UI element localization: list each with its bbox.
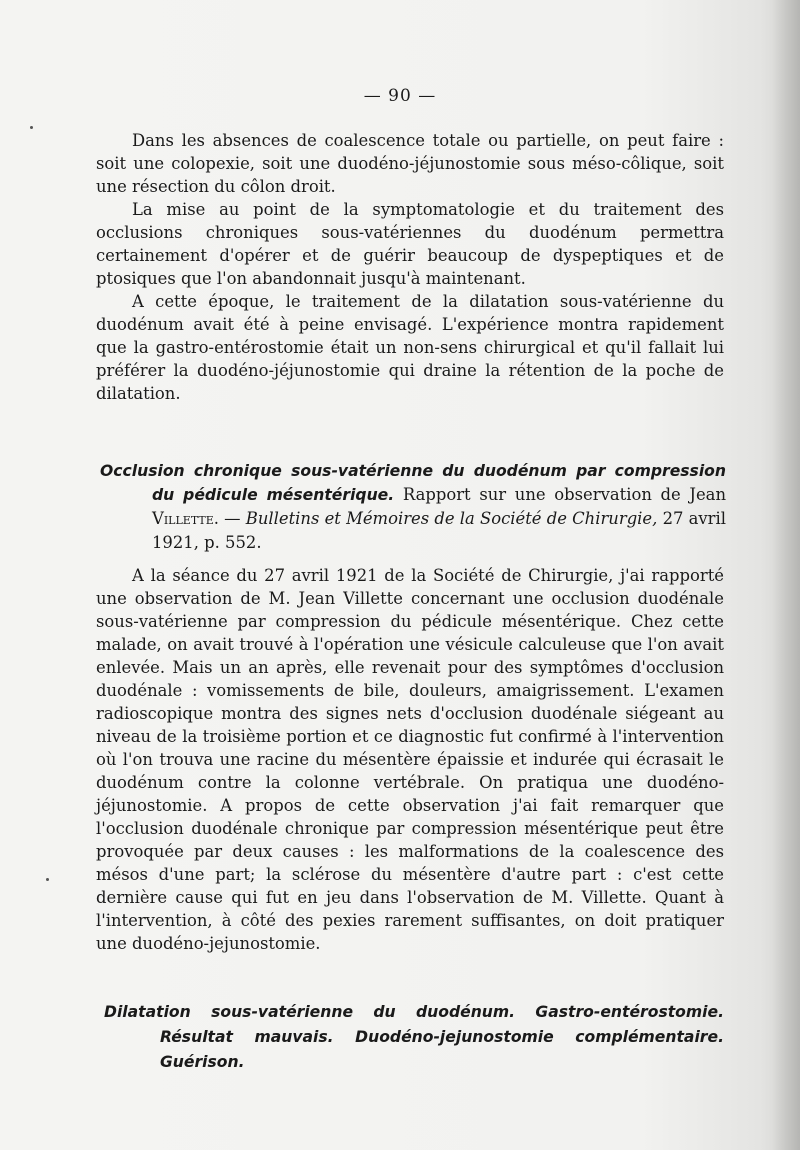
page-edge-shadow	[772, 0, 800, 1150]
section-heading: Dilatation sous-vatérienne du duodénum. Gastro-entérostomie. Résultat mauvais. Duodéno-jejunostomie complémentaire. Guérison.	[104, 1003, 724, 1071]
reference-title: Occlusion chronique sous-vatérienne du duodénum par compression du pédicule mésentérique.	[100, 462, 726, 504]
reference-journal: Bulletins et Mémoires de la Société de Chirurgie,	[245, 509, 658, 528]
scan-speck	[30, 126, 33, 129]
body-text-block	[96, 564, 724, 955]
paragraph: Dans les absences de coalescence totale ou partielle, on peut faire : soit une colopexie, soit une duodéno-jéjunostomie sous méso-côlique, soit une résection du côlon droit.	[96, 131, 724, 196]
paragraph: A cette époque, le traitement de la dilatation sous-vatérienne du duodénum avait été à peine envisagé. L'expérience montra rapidement que la gastro-entérostomie était un non-sens chirurgical et qu'il fallait lui préférer la duodéno-jéjunostomie qui draine la rétention de la poche de dilatation.	[96, 292, 724, 403]
paragraph: A la séance du 27 avril 1921 de la Société de Chirurgie, j'ai rapporté une observation de M. Jean Villette concernant une occlusion duodénale sous-vatérienne par compression du pédicule mésentérique. Chez cette malade, on avait trouvé à l'opération une vésicule calculeuse que l'on avait enlevée. Mais un an après, elle revenait pour des symptômes d'occlusion duodénale : vomissements de bile, douleurs, amaigrissement. L'examen radioscopique montra des signes nets d'occlusion duodénale siégeant au niveau de la troisième portion et ce diagnostic fut confirmé à l'intervention où l'on trouva une racine du mésentère épaissie et indurée qui écrasait le duodénum contre la colonne vertébrale. On pratiqua une duodéno-jéjunostomie. A propos de cette observation j'ai fait remarquer que l'occlusion duodénale chronique par compression mésentérique peut être provoquée par deux causes : les malformations de la coalescence des mésos d'une part; la sclérose du mésentère d'autre part : c'est cette dernière cause qui fut en jeu dans l'observation de M. Villette. Quant à l'intervention, à côté des pexies rarement suffisantes, on doit pratiquer une duodéno-jejunostomie.	[96, 566, 724, 953]
page-number: — 90 —	[363, 86, 437, 106]
paragraph: La mise au point de la symptomatologie et du traitement des occlusions chroniques sous-vatériennes du duodénum permettra certainement d'opérer et de guérir beaucoup de dyspeptiques et de ptosiques que l'on abandonnait jusqu'à maintenant.	[96, 200, 724, 288]
reference-date: 27 avril 1921, p. 552.	[152, 509, 726, 552]
intro-text-block	[96, 129, 724, 405]
reference-description: Rapport sur une observation de Jean	[402, 485, 727, 504]
scan-speck	[46, 878, 49, 881]
reference-dash: —	[224, 509, 241, 528]
reference-entry	[100, 459, 726, 555]
reference-author: Villette.	[152, 509, 219, 528]
